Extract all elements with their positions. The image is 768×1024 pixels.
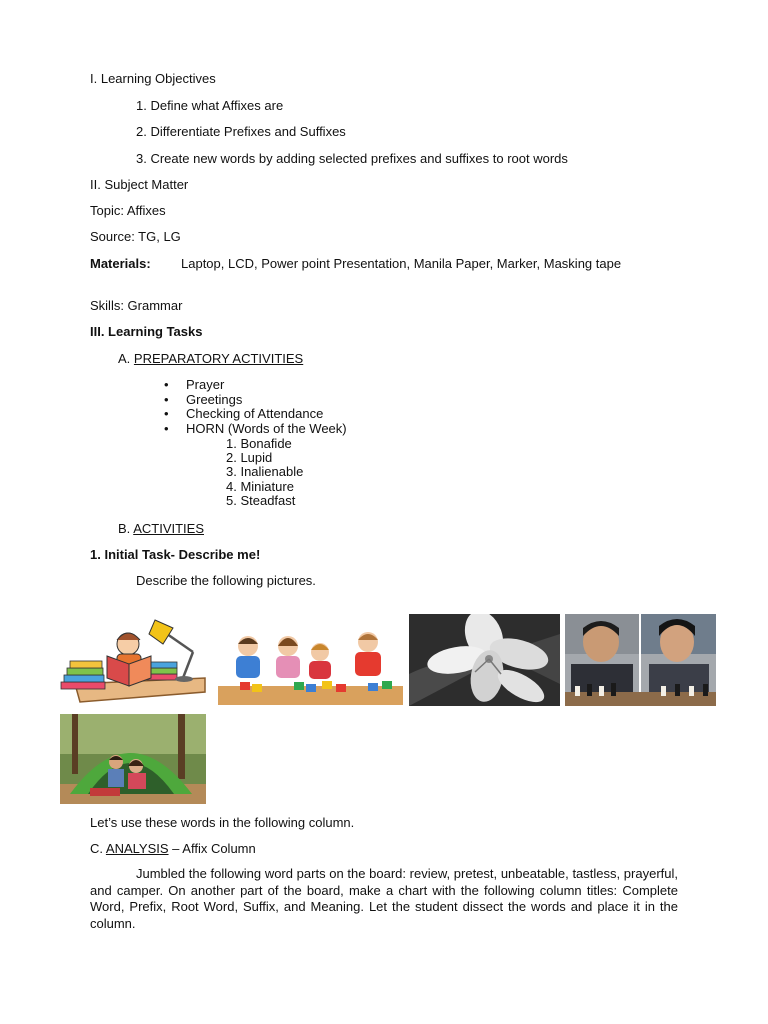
list-item: 4. Miniature: [226, 478, 294, 494]
objective-item: 3. Create new words by adding selected prefixes and suffixes to root words: [136, 151, 568, 166]
list-item: • Checking of Attendance: [186, 407, 347, 422]
initial-task-heading: 1. Initial Task- Describe me!: [90, 547, 261, 562]
list-item: 2. Lupid: [226, 450, 273, 466]
section-a-prefix: A.: [118, 351, 131, 366]
list-item: 3. Inalienable: [226, 464, 304, 480]
section-a-title: PREPARATORY ACTIVITIES: [133, 351, 304, 366]
section-c-suffix: – Affix Column: [172, 841, 256, 856]
list-item: 5. Steadfast: [226, 492, 296, 508]
objective-item: 1. Define what Affixes are: [136, 98, 284, 113]
section-c-heading: [90, 841, 256, 857]
section-b-heading: [118, 521, 204, 537]
objective-item: 2. Differentiate Prefixes and Suffixes: [136, 124, 346, 139]
lets-use-instruction: Let’s use these words in the following column.: [90, 815, 355, 830]
list-item: • Prayer: [186, 378, 347, 393]
section-c-prefix: C.: [90, 841, 103, 856]
list-item: • HORN (Words of the Week): [186, 422, 347, 437]
section-b-prefix: B.: [118, 521, 131, 536]
materials-value: Laptop, LCD, Power point Presentation, Manila Paper, Marker, Masking tape: [181, 256, 622, 271]
source-line: Source: TG, LG: [90, 229, 181, 244]
reading-child-image: [55, 612, 212, 708]
describe-instruction: Describe the following pictures.: [136, 573, 316, 588]
subject-heading: II. Subject Matter: [90, 177, 189, 192]
words-of-week-list: [226, 437, 303, 508]
section-a-heading: [118, 351, 303, 367]
tasks-heading: III. Learning Tasks: [90, 324, 203, 339]
lily-flower-image: [409, 614, 560, 706]
section-c-title: ANALYSIS: [105, 841, 169, 856]
preparatory-list: [186, 378, 347, 436]
topic-line: Topic: Affixes: [90, 203, 166, 218]
chess-players-image: [565, 614, 716, 706]
camping-tent-image: [60, 714, 206, 804]
section-b-title: ACTIVITIES: [133, 521, 204, 536]
kids-playing-image: [218, 626, 403, 705]
list-item: 1. Bonafide: [226, 436, 292, 451]
analysis-paragraph: Jumbled the following word parts on the board: review, pretest, unbeatable, tastless, prayerful, and camper. On another part of the board, make a chart with the following column titles: Complete Word, Prefix, Root Word, Suffix, and Meaning. Let the student dissect the words and place it in the column.: [90, 866, 678, 931]
materials-label: Materials:: [90, 256, 151, 271]
list-item: • Greetings: [186, 393, 347, 408]
skills-line: Skills: Grammar: [90, 298, 183, 313]
objectives-heading: I. Learning Objectives: [90, 71, 216, 86]
